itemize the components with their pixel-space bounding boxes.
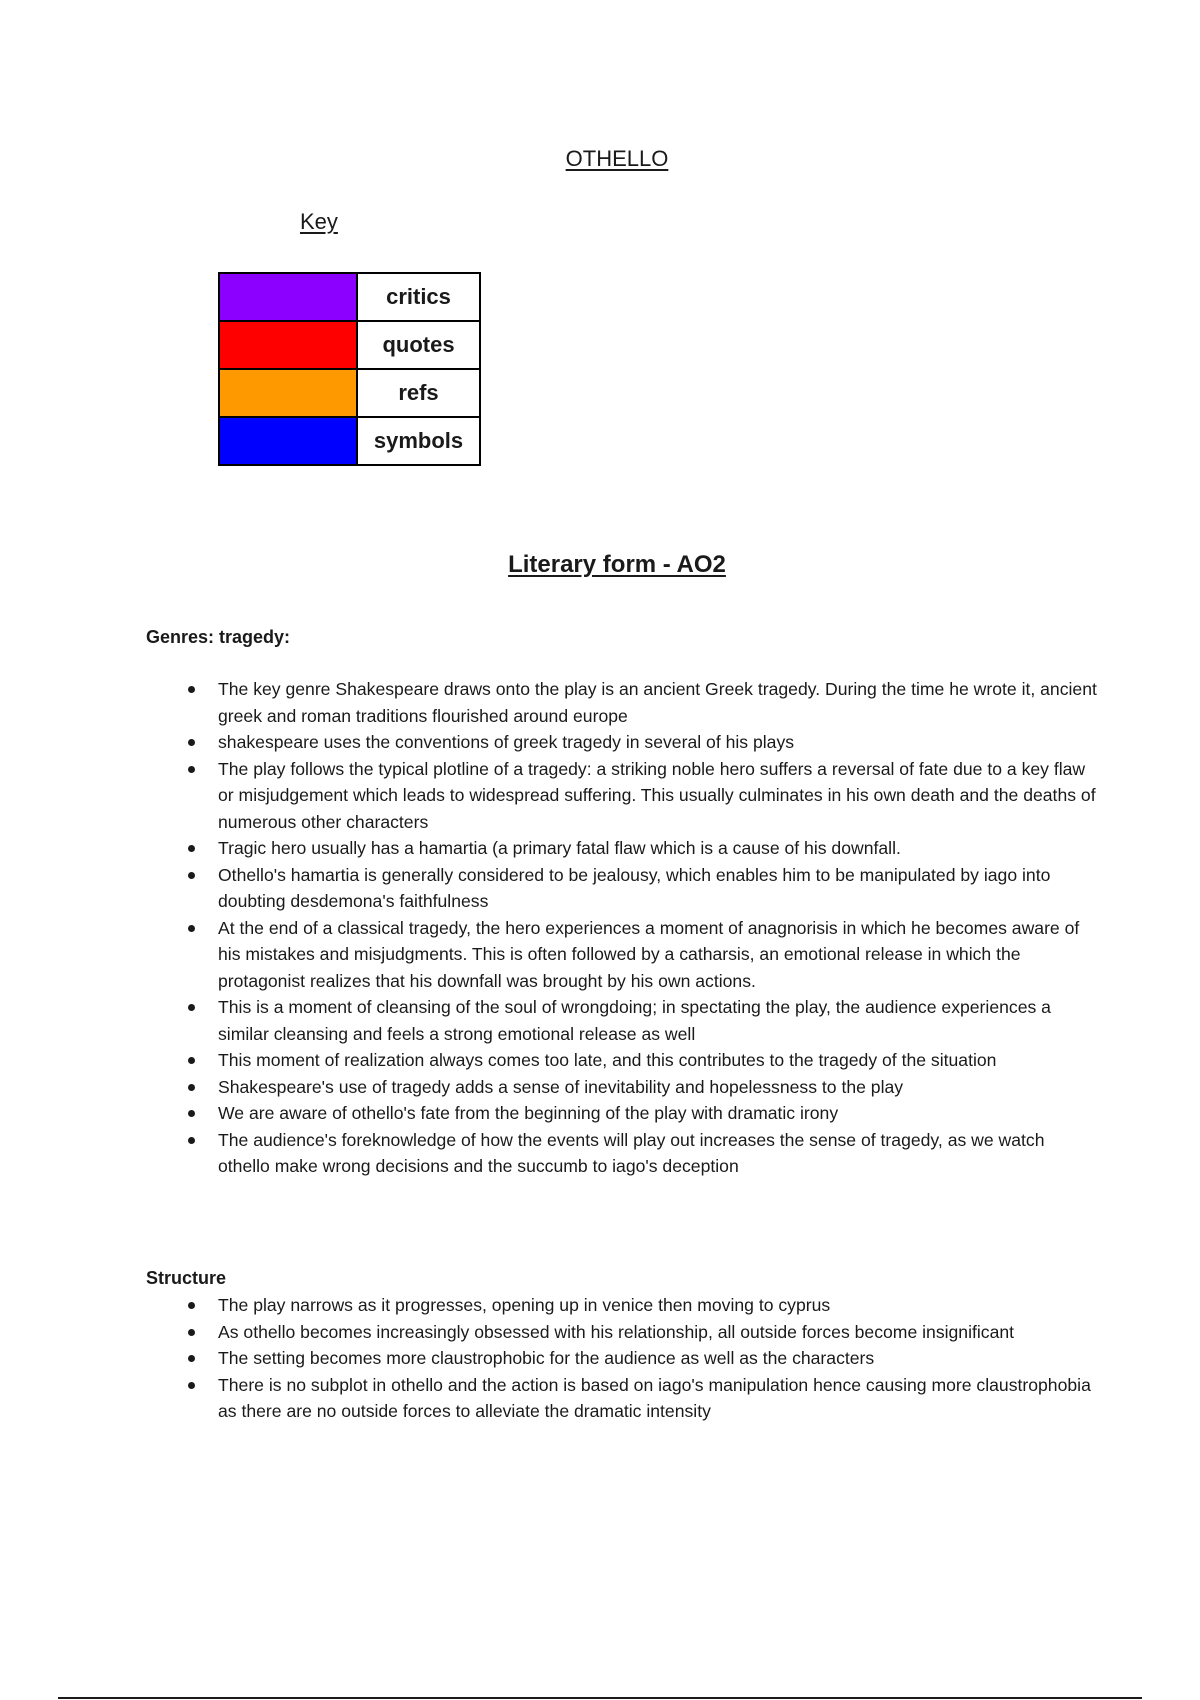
footer-divider (58, 1697, 1142, 1699)
genres-heading: Genres: tragedy: (146, 627, 291, 647)
quotes-color-swatch (219, 321, 357, 369)
refs-color-swatch (219, 369, 357, 417)
list-item: There is no subplot in othello and the action is based on iago's manipulation hence causing more claustrophobia as there are no outside forces to alleviate the dramatic intensity (218, 1372, 1098, 1425)
list-item: The play follows the typical plotline of a tragedy: a striking noble hero suffers a reversal of fate due to a key flaw or misjudgement which leads to widespread suffering. This usually culminates in his own death and the deaths of numerous other characters (218, 756, 1098, 836)
list-item: shakespeare uses the conventions of greek tragedy in several of his plays (218, 729, 1098, 756)
list-item: The key genre Shakespeare draws onto the play is an ancient Greek tragedy. During the time he wrote it, ancient greek and roman traditions flourished around europe (218, 676, 1098, 729)
list-item: This is a moment of cleansing of the soul of wrongdoing; in spectating the play, the audience experiences a similar cleansing and feels a strong emotional release as well (218, 994, 1098, 1047)
genres-bullet-list (218, 676, 1098, 1180)
list-item: Tragic hero usually has a hamartia (a primary fatal flaw which is a cause of his downfall. (218, 835, 1098, 862)
color-key-table (218, 272, 481, 466)
symbols-color-swatch (219, 417, 357, 465)
key-row-critics (219, 273, 480, 321)
refs-key-label: refs (357, 369, 480, 417)
key-row-refs (219, 369, 480, 417)
section-title: Literary form - AO2 (508, 551, 726, 578)
structure-heading: Structure (146, 1268, 227, 1288)
list-item: At the end of a classical tragedy, the hero experiences a moment of anagnorisis in which he becomes aware of his mistakes and misjudgments. This is often followed by a catharsis, an emotional release in which the protagonist realizes that his downfall was brought by his own actions. (218, 915, 1098, 995)
key-row-symbols (219, 417, 480, 465)
critics-color-swatch (219, 273, 357, 321)
list-item: As othello becomes increasingly obsessed with his relationship, all outside forces become insignificant (218, 1319, 1098, 1346)
list-item: Shakespeare's use of tragedy adds a sense of inevitability and hopelessness to the play (218, 1074, 1098, 1101)
key-row-quotes (219, 321, 480, 369)
document-title: OTHELLO (565, 146, 669, 171)
key-label: Key (300, 209, 338, 234)
list-item: The setting becomes more claustrophobic for the audience as well as the characters (218, 1345, 1098, 1372)
quotes-key-label: quotes (357, 321, 480, 369)
list-item: This moment of realization always comes too late, and this contributes to the tragedy of the situation (218, 1047, 1098, 1074)
symbols-key-label: symbols (357, 417, 480, 465)
critics-key-label: critics (357, 273, 480, 321)
structure-bullet-list (218, 1292, 1098, 1425)
list-item: The audience's foreknowledge of how the events will play out increases the sense of tragedy, as we watch othello make wrong decisions and the succumb to iago's deception (218, 1127, 1098, 1180)
list-item: Othello's hamartia is generally considered to be jealousy, which enables him to be manipulated by iago into doubting desdemona's faithfulness (218, 862, 1098, 915)
list-item: We are aware of othello's fate from the beginning of the play with dramatic irony (218, 1100, 1098, 1127)
list-item: The play narrows as it progresses, opening up in venice then moving to cyprus (218, 1292, 1098, 1319)
